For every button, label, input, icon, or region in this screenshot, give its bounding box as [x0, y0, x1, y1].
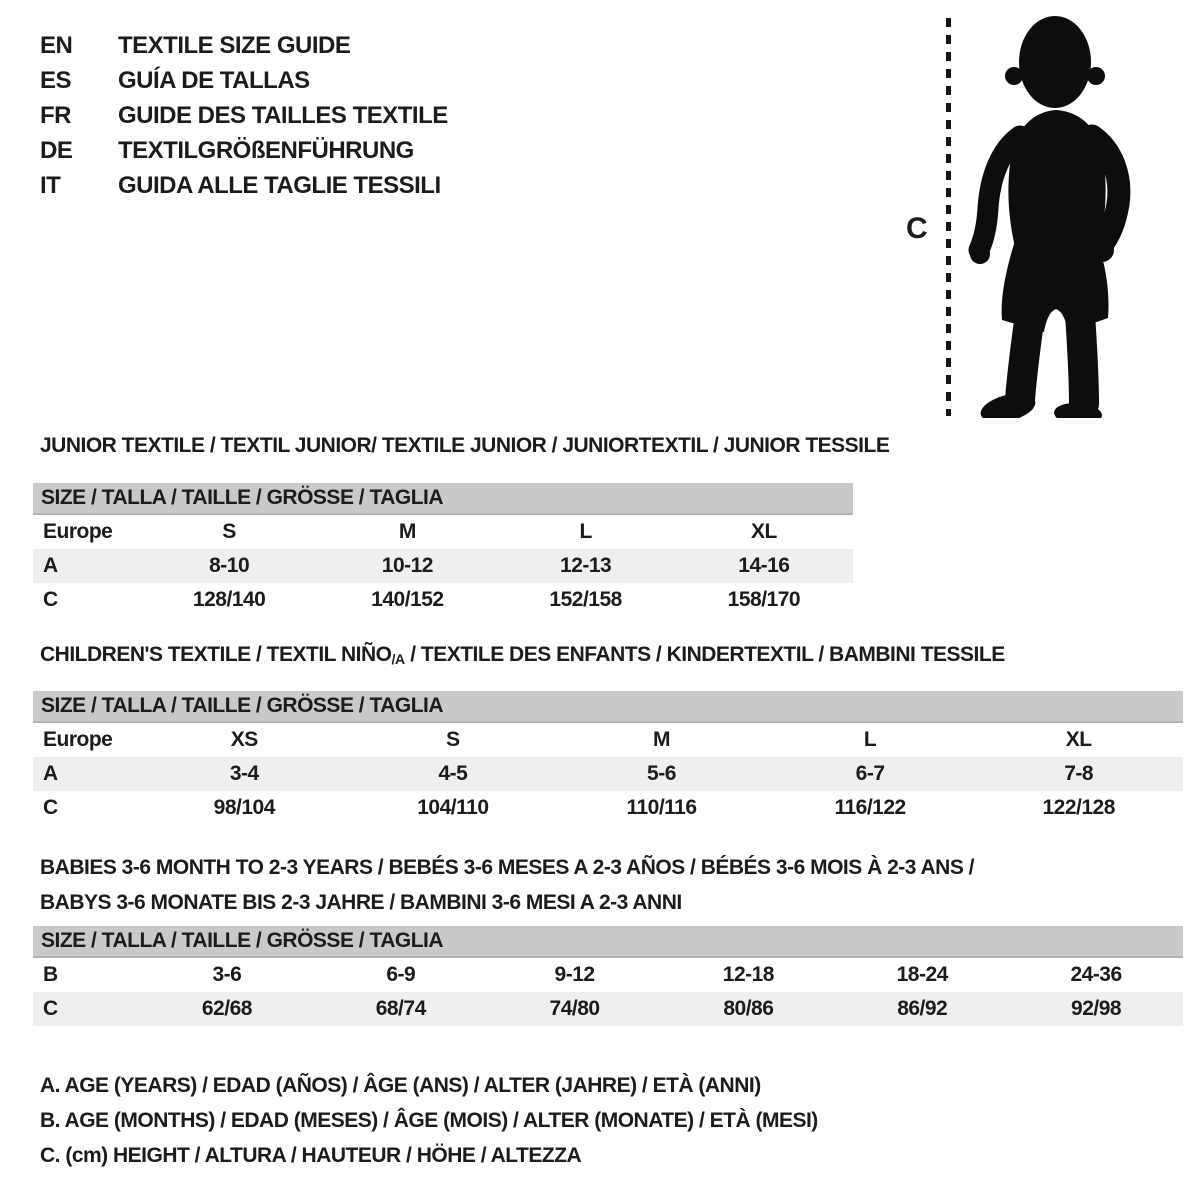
height-cell: 140/152	[371, 588, 444, 611]
height-cell: 122/128	[1042, 796, 1115, 819]
age-cell: 8-10	[140, 549, 318, 583]
size-cell: M	[652, 728, 670, 751]
row-label: Europe	[43, 728, 113, 751]
guide-title: TEXTILE SIZE GUIDE	[118, 32, 351, 59]
language-code: FR	[40, 102, 71, 129]
table-row-age	[33, 757, 1183, 791]
children-section-title	[40, 643, 1005, 668]
babies-title-line1: BABIES 3-6 MONTH TO 2-3 YEARS / BEBÉS 3-6 MESES A 2-3 AÑOS / BÉBÉS 3-6 MOIS À 2-3 ANS /	[40, 856, 975, 879]
height-measure-dashed-line	[946, 18, 951, 416]
height-cell: 128/140	[192, 588, 266, 611]
size-cell: XL	[750, 520, 777, 543]
height-cell: 68/74	[314, 992, 488, 1026]
size-cell: S	[222, 520, 236, 543]
table-row-months	[33, 957, 1183, 992]
table-row-europe	[33, 722, 1183, 757]
height-cell: 104/110	[417, 796, 489, 819]
age-cell: 3-4	[140, 757, 349, 791]
guide-title: GUIDA ALLE TAGLIE TESSILI	[118, 172, 441, 199]
junior-size-table	[33, 483, 853, 617]
language-code: EN	[40, 32, 73, 59]
language-code: ES	[40, 67, 72, 94]
size-cell: XS	[230, 728, 258, 751]
legend-line-height: C. (cm) HEIGHT / ALTURA / HAUTEUR / HÖHE / ALTEZZA	[40, 1144, 582, 1167]
language-row-es	[40, 63, 448, 98]
height-cell: 80/86	[661, 992, 835, 1026]
legend-line-age-months: B. AGE (MONTHS) / EDAD (MESES) / ÂGE (MOIS) / ALTER (MONATE) / ETÀ (MESI)	[40, 1109, 818, 1132]
months-cell: 6-9	[386, 963, 416, 986]
height-cell: 92/98	[1009, 992, 1183, 1026]
size-cell: L	[579, 520, 592, 543]
size-cell: S	[446, 728, 460, 751]
children-title-pre: CHILDREN'S TEXTILE / TEXTIL NIÑO	[40, 643, 392, 666]
table-row-age	[33, 549, 853, 583]
height-cell: 116/122	[834, 796, 906, 819]
size-cell: XL	[1065, 728, 1092, 751]
guide-title: GUIDE DES TAILLES TEXTILE	[118, 102, 448, 129]
table-row-height	[33, 791, 1183, 825]
height-cell: 98/104	[213, 796, 275, 819]
size-cell: L	[863, 728, 877, 751]
language-row-fr	[40, 98, 448, 133]
months-cell: 3-6	[212, 963, 242, 986]
language-row-it	[40, 168, 448, 203]
size-header-row	[33, 483, 853, 514]
size-header-row	[33, 926, 1183, 957]
children-title-sub: /A	[391, 651, 405, 667]
language-row-de	[40, 133, 448, 168]
row-label: C	[43, 796, 58, 819]
language-title-list	[40, 28, 448, 203]
row-label: A	[33, 757, 140, 791]
size-header-cell: SIZE / TALLA / TAILLE / GRÖSSE / TAGLIA	[33, 691, 1183, 722]
language-code: DE	[40, 137, 73, 164]
table-row-height	[33, 992, 1183, 1026]
age-cell: 12-13	[497, 549, 675, 583]
size-header-cell: SIZE / TALLA / TAILLE / GRÖSSE / TAGLIA	[33, 483, 853, 514]
size-cell: M	[398, 520, 416, 543]
size-header-row	[33, 691, 1183, 722]
children-title-post: / TEXTILE DES ENFANTS / KINDERTEXTIL / BAMBINI TESSILE	[404, 643, 1005, 666]
babies-title-line2: BABYS 3-6 MONATE BIS 2-3 JAHRE / BAMBINI 3-6 MESI A 2-3 ANNI	[40, 891, 682, 914]
months-cell: 18-24	[896, 963, 948, 986]
row-label: A	[33, 549, 140, 583]
baby-silhouette	[966, 12, 1146, 418]
height-measure-label: C	[906, 212, 928, 245]
legend	[40, 1068, 818, 1173]
junior-section-title: JUNIOR TEXTILE / TEXTIL JUNIOR/ TEXTILE JUNIOR / JUNIORTEXTIL / JUNIOR TESSILE	[40, 434, 890, 457]
months-cell: 24-36	[1070, 963, 1122, 986]
age-cell: 14-16	[675, 549, 853, 583]
height-cell: 152/158	[549, 588, 622, 611]
age-cell: 10-12	[318, 549, 496, 583]
babies-size-table	[33, 926, 1183, 1026]
height-cell: 62/68	[140, 992, 314, 1026]
height-cell: 158/170	[727, 588, 801, 611]
months-cell: 9-12	[554, 963, 595, 986]
height-cell: 86/92	[835, 992, 1009, 1026]
legend-line-age-years: A. AGE (YEARS) / EDAD (AÑOS) / ÂGE (ANS) / ALTER (JAHRE) / ETÀ (ANNI)	[40, 1074, 761, 1097]
months-cell: 12-18	[722, 963, 774, 986]
language-code: IT	[40, 172, 61, 199]
age-cell: 4-5	[349, 757, 558, 791]
age-cell: 6-7	[766, 757, 975, 791]
babies-section-title	[40, 850, 974, 920]
size-header-cell: SIZE / TALLA / TAILLE / GRÖSSE / TAGLIA	[33, 926, 1183, 957]
row-label: C	[43, 588, 58, 611]
age-cell: 5-6	[557, 757, 766, 791]
age-cell: 7-8	[974, 757, 1183, 791]
guide-title: GUÍA DE TALLAS	[118, 67, 310, 94]
row-label: C	[33, 992, 140, 1026]
table-row-europe	[33, 514, 853, 549]
language-row-en	[40, 28, 448, 63]
height-cell: 110/116	[626, 796, 697, 819]
height-cell: 74/80	[488, 992, 662, 1026]
row-label: B	[43, 963, 58, 986]
table-row-height	[33, 583, 853, 617]
guide-title: TEXTILGRÖßENFÜHRUNG	[118, 137, 414, 164]
row-label: Europe	[43, 520, 113, 543]
children-size-table	[33, 691, 1183, 825]
